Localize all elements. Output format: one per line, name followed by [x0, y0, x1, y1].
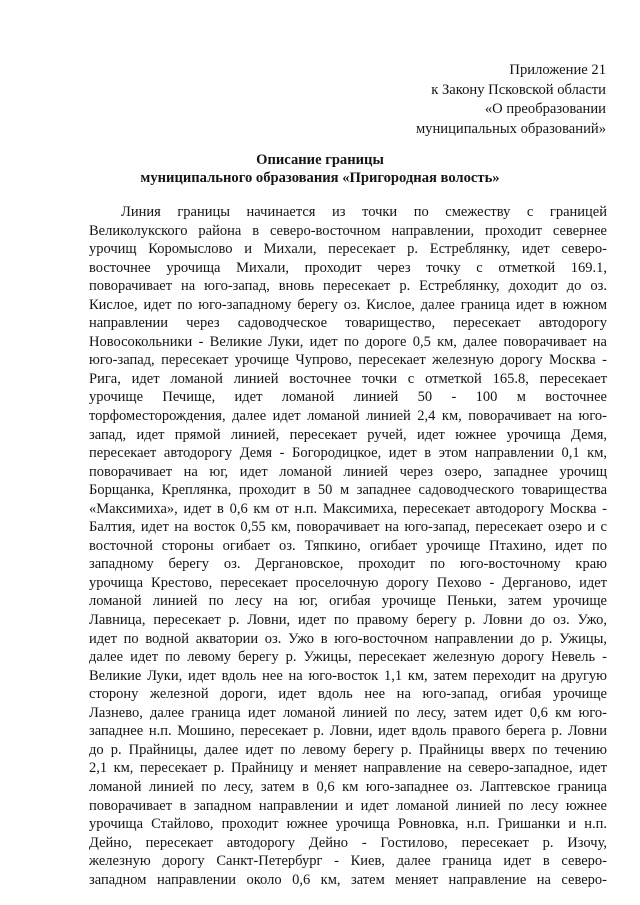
heading-line-1: Описание границы — [256, 152, 384, 168]
text-line: западному берегу оз. Дергановское, проходит по юго-восточному краю — [89, 556, 607, 573]
text-line: Великолукского района в северо-восточном направлении, проходит севернее — [89, 222, 607, 239]
text-line: западнее н.п. Мошино, пересекает р. Ловни, идет вдоль правого берега р. Ловни — [89, 723, 607, 740]
boundary-description-text — [89, 203, 607, 889]
text-line: урочищ Коромыслово и Михали, пересекает р. Естреблянку, идет северо- — [89, 241, 607, 258]
text-line: далее идет по левому берегу р. Ужицы, пересекает железную дорогу Невель - — [89, 649, 607, 666]
text-line: урочище Печище, идет ломаной линией 50 - 100 м восточнее — [89, 389, 607, 406]
text-line: урочища Крестово, пересекает проселочную дорогу Пехово - Дерганово, идет — [89, 574, 607, 591]
text-line: Кислое, идет по юго-западному берегу оз. Кислое, далее граница идет в южном — [89, 296, 607, 313]
text-line: до р. Прайницы, далее идет по левому берегу р. Прайницы вверх по течению — [89, 741, 607, 758]
text-line: Линия границы начинается из точки по смежеству с границей — [121, 204, 607, 220]
text-line: Балтия, идет на восток 0,55 км, поворачивает на юго-запад, пересекает озеро и с — [89, 519, 607, 536]
text-line: пересекает автодорогу Демя - Богородицкое, идет в этом направлении 0,1 км, — [89, 445, 607, 462]
heading-line-2: муниципального образования «Пригородная волость» — [140, 170, 500, 186]
text-line: сторону железной дороги, идет вдоль нее на юго-запад, огибая урочище — [89, 686, 607, 703]
text-line: Дейно, пересекает автодорогу Дейно - Гостилово, пересекает р. Изочу, — [89, 834, 607, 851]
document-heading — [40, 151, 600, 187]
appendix-line-2: к Закону Псковской области — [431, 81, 606, 98]
appendix-line-4: муниципальных образований» — [415, 120, 606, 137]
text-line: поворачивает в западном направлении и идет ломаной линией по лесу южнее — [89, 797, 607, 814]
text-line: урочища Стайлово, проходит южнее урочища Ровновка, н.п. Гришанки и н.п. — [89, 816, 607, 833]
text-line: торфоместорождения, далее идет ломаной линией 2,4 км, поворачивает на юго- — [89, 408, 607, 425]
text-line: восточнее урочища Михали, проходит через точку с отметкой 169.1, — [89, 259, 607, 276]
text-line: Борщанка, Креплянка, проходит в 50 м западнее садоводческого товарищества — [89, 482, 607, 499]
text-line: «Максимиха», идет в 0,6 км от н.п. Максимиха, пересекает автодорогу Москва - — [89, 500, 607, 517]
text-line: западном направлении около 0,6 км, затем меняет направление на северо- — [89, 871, 607, 888]
text-line: поворачивает на юг, идет ломаной линией через озеро, западнее урочищ — [89, 463, 607, 480]
text-line: Лазнево, далее граница идет ломаной линией по лесу, затем идет 0,6 км юго- — [89, 704, 607, 721]
text-line: 2,1 км, пересекает р. Прайницу и меняет направление на северо-западное, идет — [89, 760, 607, 777]
text-line: ломаной линией по лесу на юг, огибая урочище Пеньки, затем урочище — [89, 593, 607, 610]
text-line: Великие Луки, идет вдоль нее на юго-восток 1,1 км, затем переходит на другую — [89, 667, 607, 684]
text-line: Новосокольники - Великие Луки, идет по дороге 0,5 км, далее поворачивает на — [89, 333, 607, 350]
text-line: железную дорогу Санкт-Петербург - Киев, далее граница идет в северо- — [89, 853, 607, 870]
text-line: восточной стороны огибает оз. Тяпкино, огибает урочище Птахино, идет по — [89, 537, 607, 554]
appendix-line-3: «О преобразовании — [484, 101, 606, 117]
appendix-line-1: Приложение 21 — [509, 62, 606, 78]
text-line: поворачивает на юго-запад, вновь пересекает р. Естреблянку, доходит до оз. — [89, 278, 607, 295]
text-line: Рига, идет ломаной линией восточнее точки с отметкой 165.8, пересекает — [89, 370, 607, 387]
text-line: ломаной линией по лесу, затем в 0,6 км юго-западнее оз. Лаптевское граница — [89, 778, 607, 795]
text-line: идет по водной акватории оз. Ужо в юго-восточном направлении до р. Ужицы, — [89, 630, 607, 647]
text-line: Лавница, пересекает р. Ловни, идет по правому берегу р. Ловни до оз. Ужо, — [89, 612, 607, 629]
appendix-block — [416, 61, 606, 139]
text-line: юго-запад, пересекает урочище Чупрово, пересекает железную дорогу Москва - — [89, 352, 607, 369]
text-line: направлении через садоводческое товарищество, пересекает автодорогу — [89, 315, 607, 332]
text-line: запад, идет прямой линией, пересекает ручей, идет южнее урочища Демя, — [89, 426, 607, 443]
